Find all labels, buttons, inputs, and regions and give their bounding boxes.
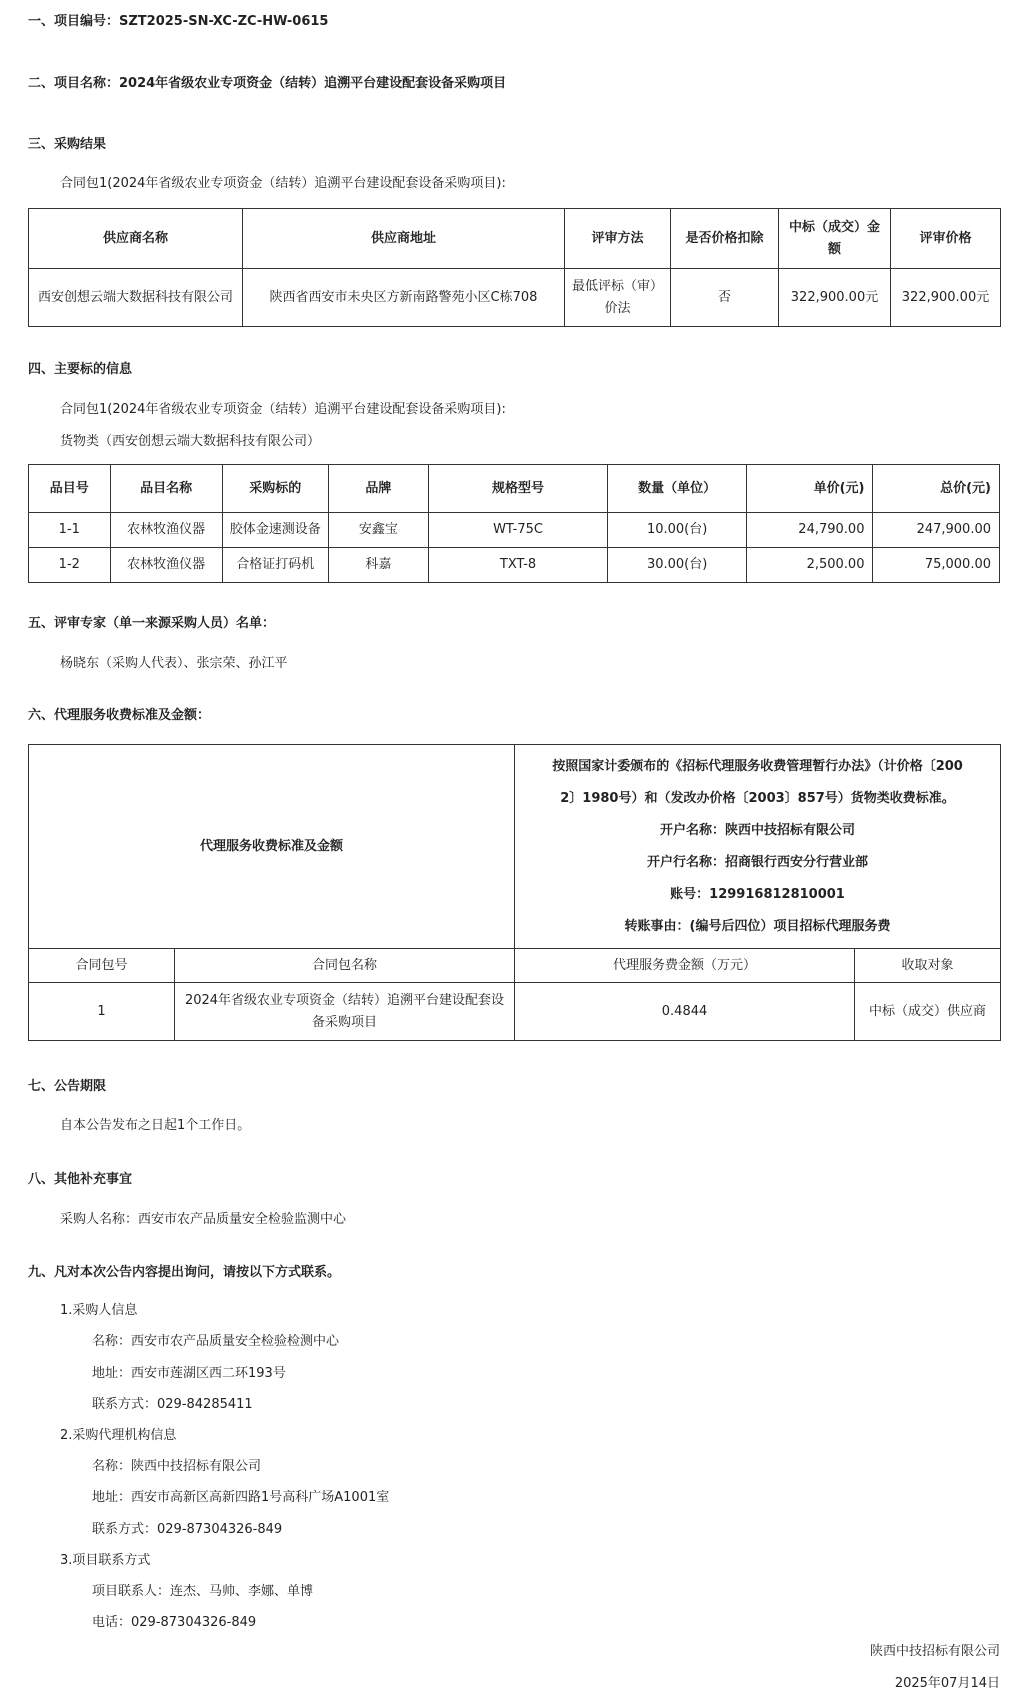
column-header: 品目号	[29, 465, 111, 513]
table-cell: 科嘉	[328, 548, 428, 583]
project-contact-people: 项目联系人：连杰、马帅、李娜、单博	[92, 1584, 314, 1599]
signature-org: 陕西中技招标有限公司	[869, 1644, 1000, 1659]
purchaser-address: 地址：西安市莲湖区西二环193号	[92, 1366, 286, 1381]
fee-info-line: 按照国家计委颁布的《招标代理服务收费管理暂行办法》（计价格〔200	[552, 758, 963, 774]
purchaser-info-heading: 1.采购人信息	[60, 1303, 138, 1318]
agency-phone: 联系方式：029-87304326-849	[92, 1522, 283, 1537]
items-category-label: 货物类（西安创想云端大数据科技有限公司）	[60, 434, 321, 449]
table-cell: 最低评标（审）价法	[565, 269, 671, 327]
section-title-agency-fee: 六、代理服务收费标准及金额：	[28, 708, 211, 723]
section-title-other: 八、其他补充事宜	[28, 1172, 133, 1187]
column-header: 供应商名称	[29, 209, 243, 269]
column-header: 规格型号	[428, 465, 608, 513]
result-table	[28, 208, 1001, 327]
column-header: 合同包名称	[175, 949, 515, 983]
agency-address: 地址：西安市高新区高新四路1号高科广场A1001室	[92, 1490, 390, 1505]
column-header: 代理服务费金额（万元）	[515, 949, 855, 983]
table-cell: 胶体金速测设备	[222, 513, 328, 548]
signature-date: 2025年07月14日	[894, 1676, 1000, 1691]
column-header: 供应商地址	[243, 209, 565, 269]
section-title-items: 四、主要标的信息	[28, 362, 133, 377]
column-header: 数量（单位）	[608, 465, 747, 513]
column-header: 品目名称	[110, 465, 222, 513]
section-title-period: 七、公告期限	[28, 1079, 107, 1094]
table-cell: 24,790.00	[747, 513, 873, 548]
table-cell: 2024年省级农业专项资金（结转）追溯平台建设配套设备采购项目	[175, 983, 515, 1041]
agency-info-heading: 2.采购代理机构信息	[60, 1428, 177, 1443]
table-cell: 0.4844	[515, 983, 855, 1041]
column-header: 品牌	[328, 465, 428, 513]
section-title-result: 三、采购结果	[28, 137, 107, 152]
table-cell: 中标（成交）供应商	[855, 983, 1001, 1041]
table-header-row	[29, 465, 1000, 513]
table-cell: 10.00(台)	[608, 513, 747, 548]
table-row	[29, 548, 1000, 583]
table-cell: 西安创想云端大数据科技有限公司	[29, 269, 243, 327]
column-header: 收取对象	[855, 949, 1001, 983]
column-header: 评审价格	[891, 209, 1001, 269]
agency-fee-table	[28, 744, 1001, 1041]
project-contact-heading: 3.项目联系方式	[60, 1553, 151, 1568]
column-header: 采购标的	[222, 465, 328, 513]
column-header: 单价(元)	[747, 465, 873, 513]
table-cell: 2,500.00	[747, 548, 873, 583]
table-cell: 1-1	[29, 513, 111, 548]
agency-name: 名称：陕西中技招标有限公司	[92, 1459, 262, 1474]
items-package-label: 合同包1(2024年省级农业专项资金（结转）追溯平台建设配套设备采购项目):	[60, 402, 506, 417]
column-header: 评审方法	[565, 209, 671, 269]
other-text: 采购人名称：西安市农产品质量安全检验监测中心	[60, 1212, 347, 1227]
period-text: 自本公告发布之日起1个工作日。	[60, 1118, 251, 1133]
fee-info-line: 开户行名称：招商银行西安分行营业部	[647, 854, 869, 870]
table-cell: 安鑫宝	[328, 513, 428, 548]
table-cell: 农林牧渔仪器	[110, 513, 222, 548]
section-title-experts: 五、评审专家（单一来源采购人员）名单：	[28, 616, 276, 631]
table-cell: 1	[29, 983, 175, 1041]
fee-standard-info	[515, 745, 1001, 949]
table-row	[29, 269, 1001, 327]
table-cell: 30.00(台)	[608, 548, 747, 583]
column-header: 合同包号	[29, 949, 175, 983]
table-row	[29, 983, 1001, 1041]
table-cell: WT-75C	[428, 513, 608, 548]
project-contact-phone: 电话：029-87304326-849	[92, 1615, 257, 1630]
table-cell: 农林牧渔仪器	[110, 548, 222, 583]
table-cell: 陕西省西安市未央区方新南路警苑小区C栋708	[243, 269, 565, 327]
fee-info-line: 账号：129916812810001	[670, 886, 845, 902]
table-cell: 1-2	[29, 548, 111, 583]
table-cell: 75,000.00	[873, 548, 1000, 583]
section-title-contact: 九、凡对本次公告内容提出询问，请按以下方式联系。	[28, 1265, 341, 1280]
expert-names: 杨晓东（采购人代表）、张宗荣、孙江平	[60, 656, 288, 671]
project-number: 一、项目编号：SZT2025-SN-XC-ZC-HW-0615	[28, 14, 329, 29]
items-table	[28, 464, 1000, 583]
table-cell: TXT-8	[428, 548, 608, 583]
table-cell: 合格证打码机	[222, 548, 328, 583]
project-name: 二、项目名称：2024年省级农业专项资金（结转）追溯平台建设配套设备采购项目	[28, 76, 507, 91]
table-cell: 322,900.00元	[779, 269, 891, 327]
fee-standard-row	[29, 745, 1001, 949]
fee-info-line: 2〕1980号）和（发改办价格〔2003〕857号）货物类收费标准。	[560, 790, 955, 806]
column-header: 是否价格扣除	[671, 209, 779, 269]
column-header: 中标（成交）金额	[779, 209, 891, 269]
fee-standard-label: 代理服务收费标准及金额	[29, 745, 515, 949]
purchaser-phone: 联系方式：029-84285411	[92, 1397, 253, 1412]
column-header: 总价(元)	[873, 465, 1000, 513]
table-row	[29, 513, 1000, 548]
purchaser-name: 名称：西安市农产品质量安全检验检测中心	[92, 1334, 340, 1349]
table-header-row	[29, 949, 1001, 983]
fee-info-line: 转账事由：(编号后四位）项目招标代理服务费	[624, 918, 891, 934]
table-cell: 否	[671, 269, 779, 327]
result-package-label: 合同包1(2024年省级农业专项资金（结转）追溯平台建设配套设备采购项目):	[60, 176, 506, 191]
table-cell: 322,900.00元	[891, 269, 1001, 327]
table-cell: 247,900.00	[873, 513, 1000, 548]
table-header-row	[29, 209, 1001, 269]
fee-info-line: 开户名称：陕西中技招标有限公司	[660, 822, 856, 838]
